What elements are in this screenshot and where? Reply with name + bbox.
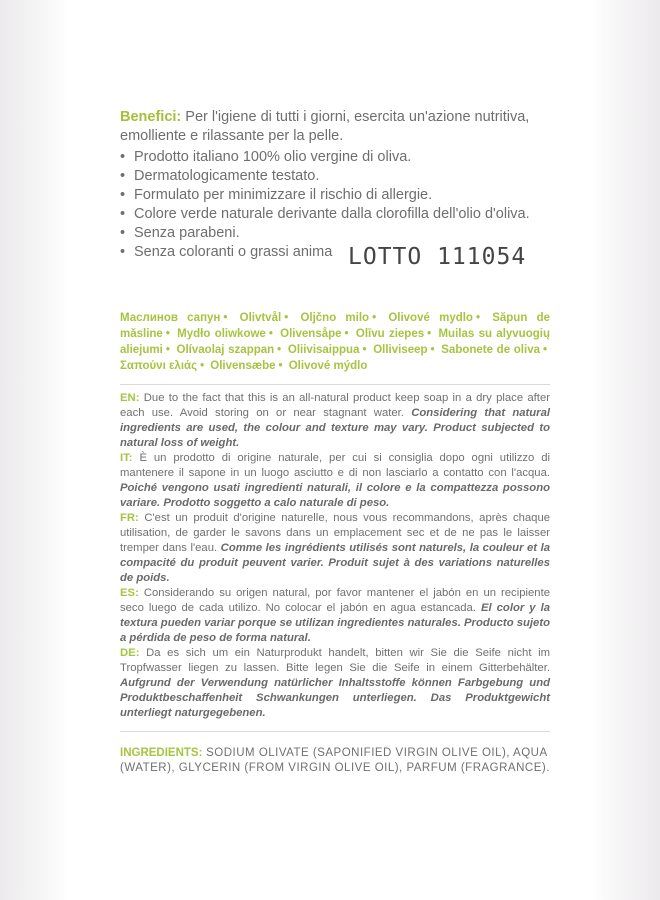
soap-name: Muilas su alyvuogių aliejumi bbox=[120, 328, 550, 356]
soap-name: Oljčno milo bbox=[300, 312, 370, 324]
benefit-item: • Prodotto italiano 100% olio vergine di oliva. bbox=[120, 149, 412, 165]
benefits-label: Benefici: bbox=[120, 109, 182, 125]
instruction-it: IT: È un prodotto di origine naturale, per cui si consiglia dopo ogni utilizzo di mantenere il sapone in un luogo asciutto e di non lasciarlo a contatto con l'acqua. Poiché vengono usati ingredienti naturali, il colore e la compattezza possono variare. Prodotto soggetto a calo naturale di peso. bbox=[120, 452, 550, 509]
bullet-icon: • bbox=[120, 168, 126, 184]
soap-name: Oliivisaippua bbox=[287, 344, 360, 356]
soap-name: Sabonete de oliva bbox=[441, 344, 540, 356]
soap-name: Olivové mydlo bbox=[388, 312, 473, 324]
box-edge-right bbox=[590, 0, 660, 900]
instruction-es: ES: Considerando su origen natural, por favor mantener el jabón en un recipiente seco luego de cada utilizo. No colocar el jabón en agua estancada. El color y la textura pueden variar porque se utilizan ingredientes naturales. Producto sujeto a pérdida de peso de forma natural. bbox=[120, 587, 551, 644]
soap-name: Olliviseep bbox=[373, 344, 428, 356]
box-edge-left bbox=[0, 0, 70, 900]
separator: • bbox=[268, 328, 273, 340]
separator: • bbox=[344, 328, 349, 340]
benefit-item: • Senza coloranti o grassi anima bbox=[120, 244, 333, 260]
separator: • bbox=[277, 344, 282, 356]
soap-name: Săpun de măsline bbox=[120, 312, 550, 340]
soap-name: Σαπούνι ελιάς bbox=[120, 360, 198, 372]
soap-name: Mydło oliwkowe bbox=[177, 328, 266, 340]
benefit-item: • Senza parabeni. bbox=[120, 225, 240, 241]
benefit-item: • Formulato per minimizzare il rischio di allergie. bbox=[120, 187, 433, 203]
soap-name: Olīvu ziepes bbox=[355, 328, 425, 340]
instruction-en: EN: Due to the fact that this is an all-natural product keep soap in a dry place after each use. Avoid storing on or near stagnant water. Considering that natural ingredients are used, the colour and texture may vary. Product subjected to natural loss of weight. bbox=[120, 392, 551, 449]
lang-code: IT: bbox=[120, 452, 133, 464]
care-instructions bbox=[120, 391, 550, 721]
section-divider bbox=[120, 384, 550, 385]
separator: • bbox=[200, 360, 205, 372]
soap-name: Маслинов сапун bbox=[120, 312, 221, 324]
lot-number-stamp: LOTTO 111054 bbox=[348, 244, 527, 270]
ingredients-text: SODIUM OLIVATE (SAPONIFIED VIRGIN OLIVE OIL), AQUA (WATER), GLYCERIN (FROM VIRGIN OLIVE OIL), PARFUM (FRAGRANCE). bbox=[120, 747, 550, 774]
separator: • bbox=[165, 344, 170, 356]
benefits-section bbox=[120, 108, 550, 270]
separator: • bbox=[430, 344, 435, 356]
lang-code: ES: bbox=[120, 587, 139, 599]
lang-code: FR: bbox=[120, 512, 139, 524]
separator: • bbox=[223, 312, 228, 324]
soap-name: Olivensåpe bbox=[280, 328, 342, 340]
separator: • bbox=[372, 312, 377, 324]
soap-name: Olivové mýdlo bbox=[288, 360, 368, 372]
benefits-intro-text: Per l'igiene di tutti i giorni, esercita un'azione nutritiva, emolliente e rilassante per la pelle. bbox=[120, 109, 530, 144]
bullet-icon: • bbox=[120, 149, 126, 165]
soap-name: Olivtvål bbox=[239, 312, 282, 324]
benefit-item: • Dermatologicamente testato. bbox=[120, 168, 320, 184]
bullet-icon: • bbox=[120, 244, 126, 260]
section-divider bbox=[120, 731, 550, 732]
separator: • bbox=[427, 328, 432, 340]
instruction-fr: FR: C'est un produit d'origine naturelle, nous vous recommandons, après chaque utilisation, de garder le savons dans un emplacement sec et de ne pas le laisser tremper dans l'eau. Comme les ingrédients utilisés sont naturels, la couleur et la compacité du produit peuvent varier. Produit sujet à des variations naturelles de poids. bbox=[120, 512, 551, 584]
lang-code: EN: bbox=[120, 392, 140, 404]
benefit-item: • Colore verde naturale derivante dalla clorofilla dell'olio d'oliva. bbox=[120, 206, 530, 222]
soap-name: Olívaolaj szappan bbox=[176, 344, 275, 356]
ingredients-label: INGREDIENTS: bbox=[120, 747, 203, 759]
label-content bbox=[120, 108, 550, 776]
bullet-icon: • bbox=[120, 187, 126, 203]
soap-name: Olivensæbe bbox=[210, 360, 276, 372]
benefits-intro bbox=[120, 108, 550, 146]
separator: • bbox=[362, 344, 367, 356]
lang-code: DE: bbox=[120, 647, 140, 659]
separator: • bbox=[542, 344, 548, 356]
instruction-de: DE: Da es sich um ein Naturprodukt handelt, bitten wir Sie die Seife nicht im Tropfwasser liegen zu lassen. Bitte legen Sie die Seife in einem Gitterbehälter. Aufgrund der Verwendung natürlicher Inhaltsstoffe können Farbgebung und Produktbeschaffenheit Schwankungen unterliegen. Das Produktgewicht unterliegt naturgegebenen. bbox=[120, 647, 551, 719]
bullet-icon: • bbox=[120, 206, 126, 222]
separator: • bbox=[278, 360, 283, 372]
bullet-icon: • bbox=[120, 225, 126, 241]
soap-names-multilingual bbox=[120, 310, 550, 374]
separator: • bbox=[284, 312, 289, 324]
separator: • bbox=[475, 312, 480, 324]
separator: • bbox=[165, 328, 170, 340]
ingredients-section bbox=[120, 746, 550, 776]
